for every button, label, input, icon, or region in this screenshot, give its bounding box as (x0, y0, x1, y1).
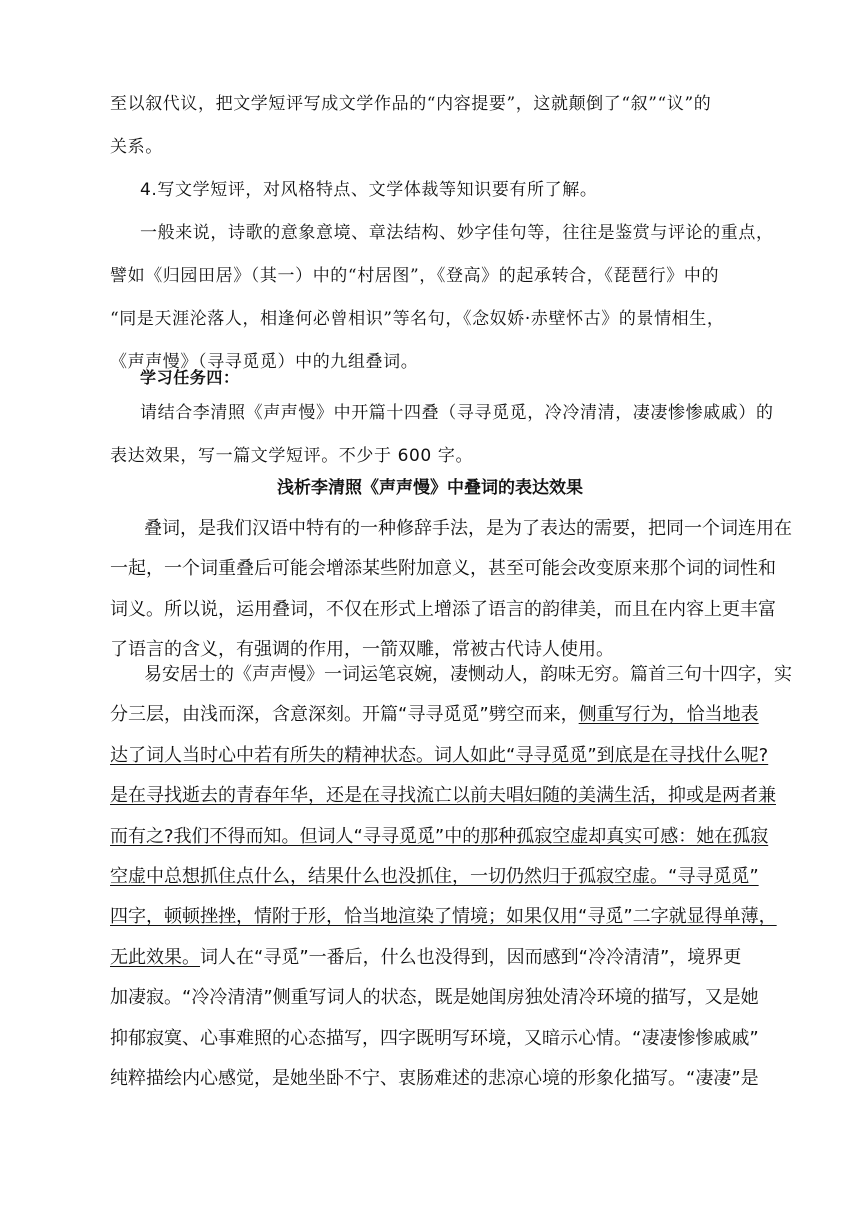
text-line: 了语言的含义，有强调的作用，一箭双雕，常被古代诗人使用。 (110, 639, 614, 661)
text-line: 纯粹描绘内心感觉，是她坐卧不宁、衷肠难述的悲凉心境的形象化描写。“凄凄”是 (110, 1067, 759, 1089)
text-line: 请结合李清照《声声慢》中开篇十四叠（寻寻觅觅，冷冷清清，凄凄惨惨戚戚）的 (140, 403, 774, 423)
intro-paragraph (110, 83, 750, 169)
text-line: 叠词，是我们汉语中特有的一种修辞手法，是为了表达的需要，把同一个词连用在 (144, 518, 792, 539)
text-line: 关系。 (110, 137, 163, 157)
essay-paragraph-1 (110, 509, 792, 671)
underlined-text: 无此效果。 (110, 946, 200, 968)
underlined-line: 而有之?我们不得而知。但词人“寻寻觅觅”中的那种孤寂空虚却真实可感：她在孤寂 (110, 825, 769, 847)
underlined-line: 达了词人当时心中若有所失的精神状态。词人如此“寻寻觅觅”到底是在寻找什么呢? (110, 744, 769, 766)
plain-text: 词人在“寻觅”一番后，什么也没得到，因而感到“冷冷清清”，境界更 (200, 946, 742, 968)
essay-paragraph-2 (110, 655, 792, 1099)
essay-title: 浅析李清照《声声慢》中叠词的表达效果 (277, 478, 583, 498)
text-line (110, 695, 759, 735)
text-line: 至以叙代议，把文学短评写成文学作品的“内容提要”，这就颠倒了“叙”“议”的 (110, 94, 712, 114)
text-line: 词义。所以说，运用叠词，不仅在形式上增添了语言的韵律美，而且在内容上更丰富 (110, 598, 776, 620)
task-paragraph (110, 392, 774, 478)
underlined-line: 是在寻找逝去的青春年华，还是在寻找流亡以前夫唱妇随的美满生活，抑或是两者兼 (110, 785, 776, 807)
text-line: 加凄寂。“冷冷清清”侧重写词人的状态，既是她闺房独处清冷环境的描写，又是她 (110, 987, 759, 1009)
text-line: 易安居士的《声声慢》一词运笔哀婉，凄恻动人，韵味无穷。篇首三句十四字，实 (144, 664, 792, 685)
underlined-text: 侧重写行为，恰当地表 (578, 704, 759, 726)
text-line: 一般来说，诗歌的意象意境、章法结构、妙字佳句等，往往是鉴赏与评论的重点， (140, 223, 774, 243)
text-line: 表达效果，写一篇文学短评。不少于 600 字。 (110, 446, 474, 466)
plain-text: 分三层，由浅而深，含意深刻。开篇“寻寻觅觅”劈空而来， (110, 704, 579, 726)
underlined-line: 四字，顿顿挫挫，情附于形，恰当地渲染了情境；如果仅用“寻觅”二字就显得单薄， (110, 906, 777, 928)
underlined-line: 空虚中总想抓住点什么，结果什么也没抓住，一切仍然归于孤寂空虚。“寻寻觅觅” (110, 865, 759, 887)
text-line: 抑郁寂寞、心事难照的心态描写，四字既明写环境，又暗示心情。“凄凄惨惨戚戚” (110, 1027, 759, 1049)
text-line: “同是天涯沦落人，相逢何必曾相识”等名句，《念奴娇·赤壁怀古》的景情相生， (110, 309, 725, 329)
point-4-text: 4.写文学短评，对风格特点、文学体裁等知识要有所了解。 (140, 180, 598, 200)
text-line: 一起，一个词重叠后可能会增添某些附加意义，甚至可能会改变原来那个词的词性和 (110, 558, 776, 580)
text-line (110, 938, 750, 978)
task-heading: 学习任务四： (140, 368, 240, 387)
text-line: 《声声慢》（寻寻觅觅）中的九组叠词。 (110, 352, 419, 372)
text-line: 譬如《归园田居》（其一）中的“村居图”，《登高》的起承转合，《琵琶行》中的 (110, 266, 720, 286)
point-4-paragraph (110, 169, 750, 212)
